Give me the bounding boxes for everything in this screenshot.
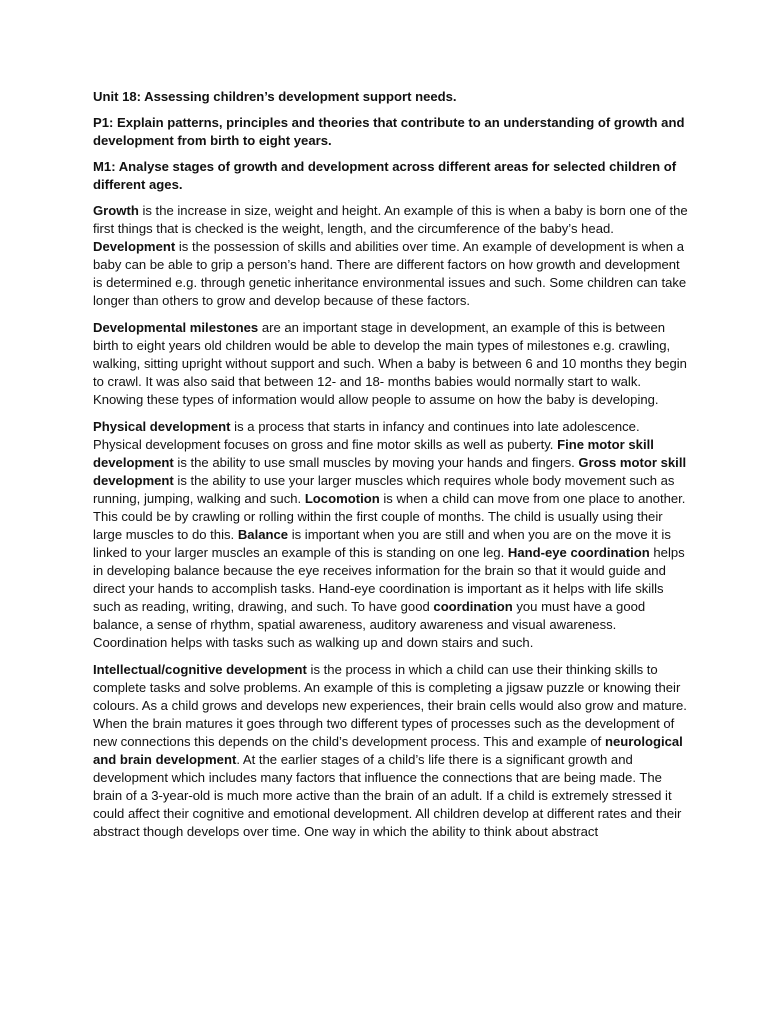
paragraph-growth [93, 202, 688, 310]
key-term: Hand-eye coordination [507, 545, 650, 560]
key-term: Balance [237, 527, 289, 542]
unit-heading: Unit 18: Assessing children’s development support needs. [93, 89, 457, 104]
key-term: Locomotion [304, 491, 380, 506]
key-term: Gross motor skill development [93, 455, 687, 488]
key-term: Growth [93, 203, 139, 218]
paragraph-milestones [93, 319, 688, 409]
body-text: are an important stage in development, an example of this is between birth to eight years old children would be able to develop the main types of milestones e.g. crawling, walking, sitting upright without support and such. When a baby is between 6 and 10 months they begin to crawl. It was also said that between 12- and 18- months babies would normally start to walk. Knowing these types of information would allow people to assume on how the baby is developing. [93, 320, 687, 407]
body-text: helps in developing balance because the eye receives information for the brain so that it would guide and direct your hands to accomplish tasks. Hand-eye coordination is important as it helps with life skills such as reading, writing, drawing, and such. To have good [93, 545, 685, 614]
key-term: coordination [433, 599, 513, 614]
p1-heading: P1: Explain patterns, principles and theories that contribute to an understanding of growth and development from birth to eight years. [93, 115, 685, 148]
paragraph-cognitive-development [93, 661, 688, 841]
body-text: . At the earlier stages of a child’s life there is a significant growth and development which includes many factors that influence the connections that are being made. The brain of a 3-year-old is much more active than the brain of an adult. If a child is extremely stressed it could affect their cognitive and emotional development. All children develop at different rates and their abstract though develops over time. One way in which the ability to think about abstract [93, 752, 682, 839]
body-text: is when a child can move from one place to another. This could be by crawling or rolling within the first couple of months. The child is usually using their large muscles to do this. [93, 491, 686, 542]
body-text: is important when you are still and when you are on the move it is linked to your larger muscles an example of this is standing on one leg. [93, 527, 671, 560]
body-text: is the process in which a child can use their thinking skills to complete tasks and solve problems. An example of this is completing a jigsaw puzzle or knowing their colours. As a child grows and develops new experiences, their brain cells would also grow and mature. When the brain matures it goes through two different types of processes such as the development of new connections this depends on the child’s development process. This and example of [93, 662, 687, 749]
key-term: Physical development [93, 419, 231, 434]
body-text: you must have a good balance, a sense of rhythm, spatial awareness, auditory awareness and visual awareness. Coordination helps with tasks such as walking up and down stairs and such. [93, 599, 646, 650]
body-text: is the increase in size, weight and height. An example of this is when a baby is born one of the first things that is checked is the weight, length, and the circumference of the baby’s head. [93, 203, 688, 236]
key-term: Intellectual/cognitive development [93, 662, 307, 677]
key-term: neurological and brain development [93, 734, 683, 767]
body-text: is the possession of skills and abilities over time. An example of development is when a baby can be able to grip a person’s hand. There are different factors on how growth and development is determined e.g. through genetic inheritance environmental issues and such. Some children can take longer than others to grow and develop because of these factors. [93, 239, 687, 308]
key-term: Development [93, 239, 176, 254]
body-text: is the ability to use small muscles by moving your hands and fingers. [173, 455, 579, 470]
key-term: Developmental milestones [93, 320, 259, 335]
key-term: Fine motor skill development [93, 437, 654, 470]
paragraph-physical-development [93, 418, 688, 652]
body-text: is a process that starts in infancy and continues into late adolescence. Physical development focuses on gross and fine motor skills as well as puberty. [93, 419, 640, 452]
m1-heading: M1: Analyse stages of growth and development across different areas for selected children of different ages. [93, 159, 677, 192]
body-text: is the ability to use your larger muscles which requires whole body movement such as running, jumping, walking and such. [93, 473, 675, 506]
